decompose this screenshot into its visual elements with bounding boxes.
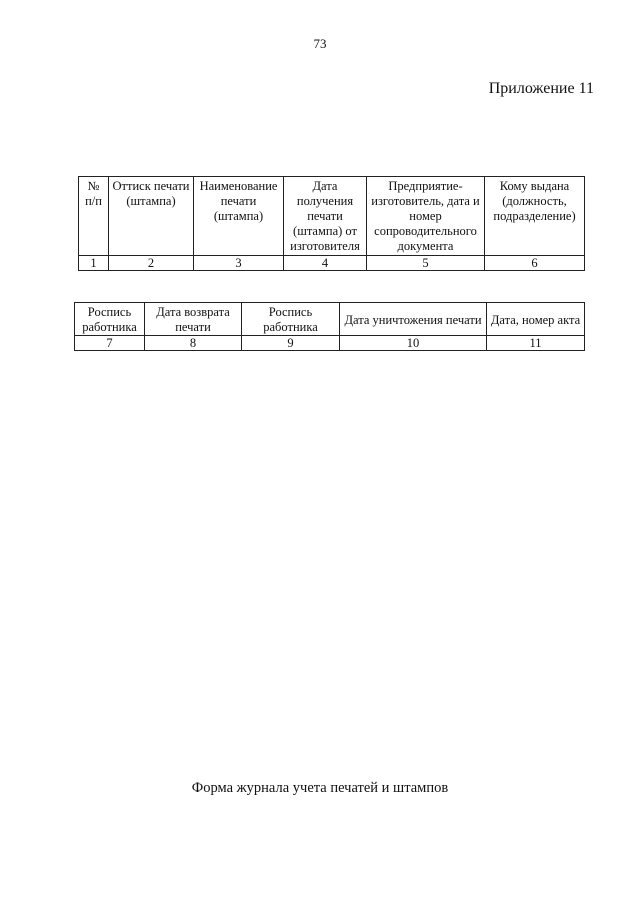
column-number-cell: 10: [340, 336, 487, 351]
header-cell-number: № п/п: [79, 177, 109, 256]
column-number-cell: 2: [109, 256, 194, 271]
journal-table-part-1: [78, 176, 585, 271]
table-number-row: [79, 256, 585, 271]
column-number-cell: 6: [485, 256, 585, 271]
header-cell-return-date: Дата возврата печати: [145, 303, 242, 336]
table-header-row: [75, 303, 585, 336]
column-number-cell: 7: [75, 336, 145, 351]
header-cell-receipt-date: Дата получения печати (штампа) от изготовителя: [284, 177, 367, 256]
journal-table-part-2: [74, 302, 585, 351]
header-cell-stamp-impression: Оттиск печати (штампа): [109, 177, 194, 256]
header-cell-stamp-name: Наименование печати (штампа): [194, 177, 284, 256]
column-number-cell: 1: [79, 256, 109, 271]
column-number-cell: 5: [367, 256, 485, 271]
header-cell-issued-to: Кому выдана (должность, подразделение): [485, 177, 585, 256]
table-header-row: [79, 177, 585, 256]
column-number-cell: 3: [194, 256, 284, 271]
header-cell-act-date-number: Дата, номер акта: [487, 303, 585, 336]
header-cell-manufacturer: Предприятие-изготовитель, дата и номер сопроводительного документа: [367, 177, 485, 256]
header-cell-employee-signature-2: Роспись работника: [242, 303, 340, 336]
column-number-cell: 4: [284, 256, 367, 271]
appendix-label: Приложение 11: [488, 80, 594, 97]
column-number-cell: 9: [242, 336, 340, 351]
header-cell-employee-signature: Роспись работника: [75, 303, 145, 336]
header-cell-destruction-date: Дата уничтожения печати: [340, 303, 487, 336]
column-number-cell: 8: [145, 336, 242, 351]
form-caption: Форма журнала учета печатей и штампов: [191, 780, 449, 796]
table-number-row: [75, 336, 585, 351]
page-number: 73: [313, 36, 327, 51]
column-number-cell: 11: [487, 336, 585, 351]
